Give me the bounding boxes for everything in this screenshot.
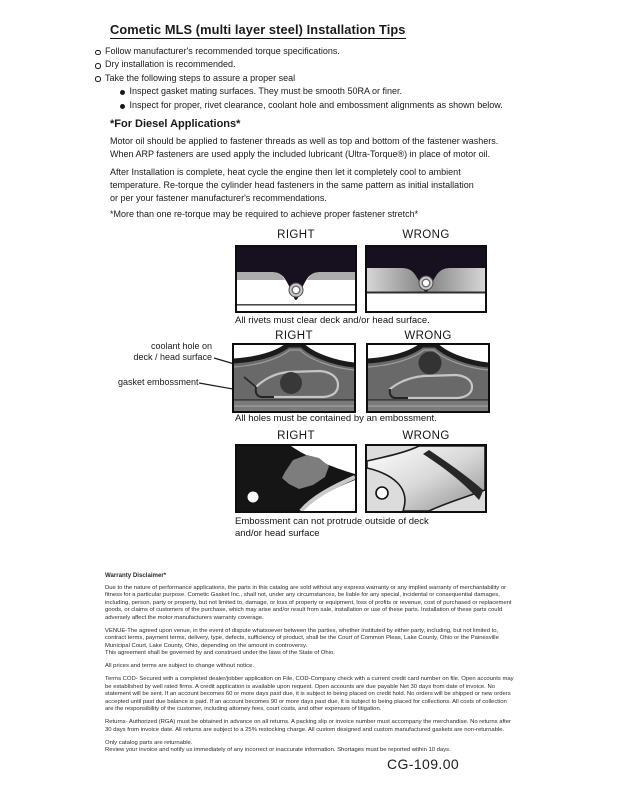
text-line: Due to the nature of performance applications, the parts in this catalog are sold without any express warranty or any implied warranty of merchantability or (105, 584, 507, 591)
list-item (95, 72, 503, 85)
text-line: be established by well rated firms. A credit application is available upon request. Open accounts are due payable Net 30 days from date of invoice. No (105, 683, 495, 690)
text-line: Only catalog parts are returnable. (105, 739, 193, 746)
gasket-embossment-annotation: gasket embossment (118, 377, 199, 387)
open-bullet-icon (95, 63, 101, 69)
diesel-heading: *For Diesel Applications* (110, 118, 241, 130)
text-line: including, person, party or property, but not limited to, damage, or loss of property or equipment, loss of profits or revenue, cost of purchased or replacement (105, 599, 512, 606)
embossment-protruding-diagram (365, 444, 487, 513)
fig3-wrong-panel (365, 444, 487, 513)
hole-contained-diagram (232, 343, 356, 413)
embossment-inside-diagram (235, 444, 357, 513)
text-line: coolant hole on (150, 341, 212, 351)
text-line: fitness for a particular purpose. Cometic Gasket Inc., shall not, under any circumstances, be liable for any special, incidental or consequential damages, (105, 592, 500, 598)
bullet-text: Take the following steps to assure a proper seal (105, 72, 296, 83)
text-line: adversely affect the motor manufacturers warranty coverage. (105, 614, 264, 621)
text-line: Returns- Authorized (RGA) must be obtained in advance on all returns. A packing slip or invoice number must accompany the merchandise. No returns after (105, 719, 512, 725)
text-line: When ARP fasteners are used apply the included lubricant (Ultra-Torque®) in place of motor oil. (110, 149, 491, 159)
fig2-right-panel (232, 343, 356, 413)
text-line: Municipal Court, Lake County, Ohio, depending on the amount in controversy. (105, 642, 308, 649)
page-title: Cometic MLS (multi layer steel) Installation Tips (110, 22, 406, 37)
text-line: Embossment can not protrude outside of deck (235, 516, 429, 527)
list-item (120, 99, 503, 112)
fig2-right-label: RIGHT (275, 330, 313, 342)
text-line: goods, or claims of customers of the purchase, which may arise and/or result from sale, installation or use of these parts. Installation of these parts could (105, 607, 503, 613)
venue-paragraph (105, 628, 514, 658)
fig1-wrong-label: WRONG (402, 229, 450, 241)
filled-bullet-icon (120, 104, 125, 109)
text-line: contract terms, payment terms, delivery, type, defects, sufficiency of product, shall be the Court of Common Pleas, Lake County, Ohio or the Painesville (105, 635, 499, 641)
bullet-text: Dry installation is recommended. (105, 59, 236, 70)
returnable-paragraph (105, 740, 514, 755)
text-line: After Installation is complete, heat cycle the engine then let it completely cool to ambient (110, 167, 461, 177)
text-line: and/or head surface (235, 527, 320, 539)
text-line: deck / head surface (133, 352, 212, 362)
list-item (120, 85, 503, 98)
text-line: are the responsibility of the customer, including attorney fees, court costs, and other expenses of litigation. (105, 706, 382, 712)
text-line: Motor oil should be applied to fastener threads as well as top and bottom of the fastener washers. (110, 136, 499, 146)
text-line: accepted until past due balance is paid. If an account becomes 90 or more days past due, it is subject to being placed for collections. All costs of collection (105, 698, 507, 705)
rivet-clear-diagram (235, 245, 357, 313)
retorque-note: *More than one re-torque may be required to achieve proper fastener stretch* (110, 209, 419, 219)
fig2-caption: All holes must be contained by an embossment. (235, 413, 437, 424)
legal-block (105, 572, 514, 755)
fig1-right-label: RIGHT (277, 229, 315, 241)
open-bullet-icon (95, 50, 101, 56)
installation-tips-list (95, 45, 503, 112)
fig2-wrong-label: WRONG (404, 330, 452, 342)
fig1-wrong-panel (365, 245, 487, 313)
text-line: All prices and terms are subject to change without notice. (105, 663, 254, 669)
warranty-disclaimer-heading: Warranty Disclaimer* (105, 572, 167, 579)
hole-uncontained-diagram (366, 343, 490, 413)
diesel-paragraph-2 (110, 166, 474, 205)
fig2-wrong-panel (366, 343, 490, 413)
fig3-caption (235, 516, 429, 539)
text-line: or per your fastener manufacturer's recommendations. (110, 193, 327, 203)
list-item (95, 45, 503, 58)
fig1-right-panel (235, 245, 357, 313)
fig3-wrong-label: WRONG (402, 430, 450, 442)
text-line: statement will be sent. If an account becomes 60 or more days past due, it is subject to being placed on credit hold. No orders will be shipped or new orders (105, 691, 511, 697)
coolant-hole-annotation (120, 341, 212, 363)
list-item (95, 58, 503, 71)
bullet-text: Inspect gasket mating surfaces. They must be smooth 50RA or finer. (129, 86, 402, 97)
text-line: 30 days from invoice date. All returns are subject to a 25% restocking charge. All custom designed and custom manufactured gaskets are non-returnable. (105, 726, 505, 733)
fig3-right-label: RIGHT (277, 430, 315, 442)
bullet-text: Inspect for proper, rivet clearance, coolant hole and embossment alignments as shown below. (129, 99, 503, 110)
open-bullet-icon (95, 76, 101, 82)
warranty-paragraph (105, 585, 514, 623)
bullet-text: Follow manufacturer's recommended torque specifications. (105, 46, 340, 56)
fig3-right-panel (235, 444, 357, 513)
text-line: temperature. Re-torque the cylinder head fasteners in the same pattern as initial installation (110, 180, 474, 190)
page-code: CG-109.00 (387, 756, 460, 772)
fig1-caption: All rivets must clear deck and/or head surface. (235, 315, 430, 326)
text-line: Review your invoice and notify us immediately of any incorrect or inaccurate information. Shortages must be reported within 10 days. (105, 747, 451, 753)
text-line: Terms COD- Secured with a completed dealer/jobber application on File, COD-Company check with a current credit card number on file. Open accounts may (105, 676, 514, 682)
text-line: VENUE-The agreed upon venue, in the event of dispute whatsoever between the parties, whether instituted by either party, including, but not limited to, (105, 627, 499, 634)
rivet-interference-diagram (365, 245, 487, 313)
diesel-paragraph-1 (110, 135, 498, 161)
terms-paragraph (105, 676, 514, 714)
text-line: This agreement shall be governed by and construed under the laws of the State of Ohio. (105, 650, 335, 656)
prices-paragraph (105, 663, 514, 671)
returns-paragraph (105, 719, 514, 734)
filled-bullet-icon (120, 90, 125, 95)
